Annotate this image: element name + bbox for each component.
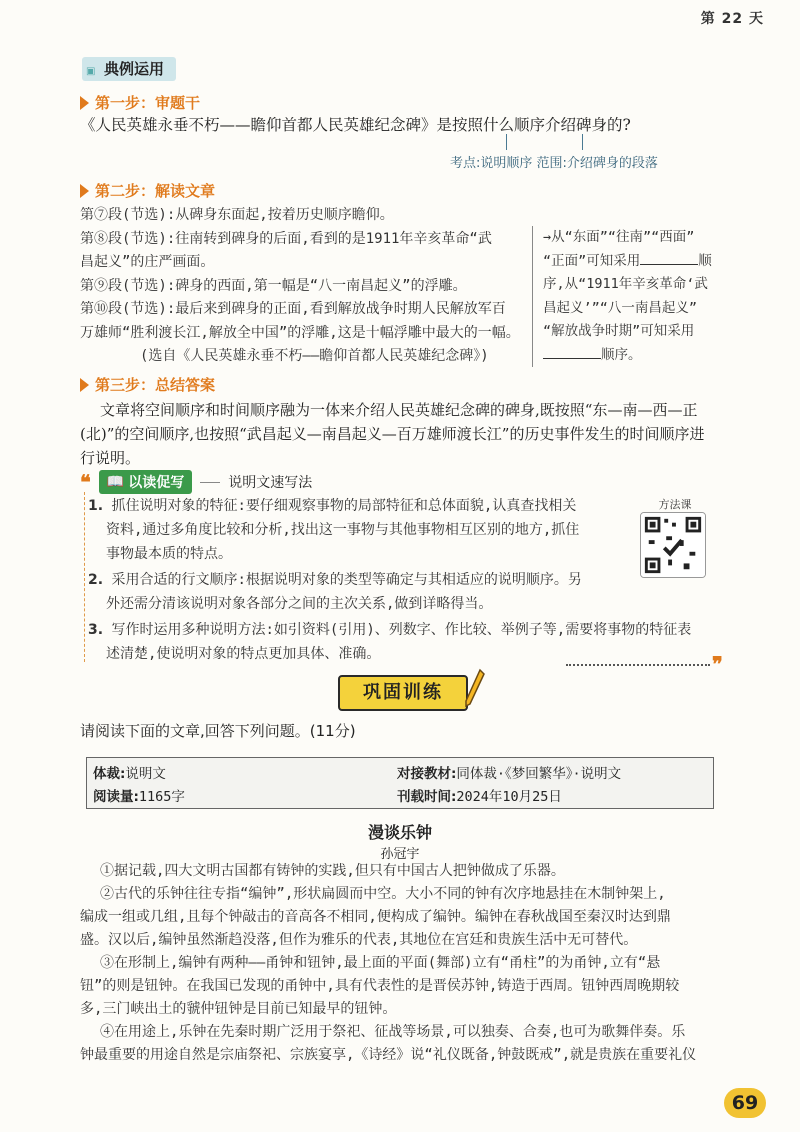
info-date: 刊载时间:2024年10月25日 <box>397 789 562 805</box>
article-author: 孙冠宇 <box>380 847 420 862</box>
excerpt-source: (选自《人民英雄永垂不朽——瞻仰首都人民英雄纪念碑》) <box>140 348 489 364</box>
article-body <box>80 860 730 1067</box>
page-number: 69 <box>724 1088 766 1118</box>
qr-label: 方法课 <box>658 498 692 511</box>
side-note-line: 顺序。 <box>543 344 732 368</box>
info-count: 阅读量:1165字 <box>93 789 185 805</box>
qr-panel[interactable] <box>640 496 710 582</box>
practice-banner: 巩固训练 <box>338 675 468 711</box>
excerpt-line: 第⑨段(节选):碑身的西面,第一幅是“八一南昌起义”的浮雕。 <box>80 277 467 294</box>
article-paragraph: 钮”的则是钮钟。在我国已发现的甬钟中,具有代表性的是晋侯苏钟,铸造于西周。钮钟西周晚期较 <box>80 978 680 994</box>
step-arrow-icon <box>80 96 89 110</box>
side-note-line: 昌起义’”“八一南昌起义” <box>543 299 698 316</box>
article-paragraph: ③在形制上,编钟有两种——甬钟和钮钟,最上面的平面(舞部)立有“甬柱”的为甬钟,立有“悬 <box>100 955 661 971</box>
excerpt-line: 昌起义”的庄严画面。 <box>80 254 215 270</box>
writing-item: 3. 写作时运用多种说明方法:如引资料(引用)、列数字、作比较、举例子等,需要将事物的特征表 述清楚,使说明对象的特点更加具体、准确。 <box>88 622 692 662</box>
divider <box>200 482 220 483</box>
book-icon: 📖 <box>106 474 125 490</box>
writing-badge: 📖 以读促写 <box>99 470 192 494</box>
hint-arrow-right <box>582 134 583 150</box>
answer-blank[interactable] <box>640 264 698 265</box>
info-textbook: 对接教材:同体裁·《梦回繁华》·说明文 <box>397 766 622 782</box>
section-tag <box>82 57 176 81</box>
pencil-icon <box>462 668 486 708</box>
step1-title: 第一步：审题干 <box>95 94 201 112</box>
day-label: 第 22 天 <box>700 11 764 27</box>
side-note-line: “正面”可知采用 顺 <box>543 252 712 269</box>
article-info-box <box>86 757 714 809</box>
step-arrow-icon <box>80 184 89 198</box>
info-genre: 体裁:说明文 <box>93 766 166 782</box>
writing-item: 1. 抓住说明对象的特征:要仔细观察事物的局部特征和总体面貌,认真查找相关 资料,通过多角度比较和分析,找出这一事物与其他事物相互区别的地方,抓住 事物最本质的特点。 <box>88 498 580 562</box>
article-paragraph: ②古代的乐钟往往专指“编钟”,形状扁圆而中空。大小不同的钟有次序地悬挂在木制钟架上, <box>100 886 666 902</box>
side-note-line: →从“东面”“往南”“西面” <box>543 229 695 245</box>
side-note-line: “解放战争时期”可知采用 <box>543 323 695 339</box>
step1-heading <box>80 92 200 113</box>
step2-heading <box>80 180 215 201</box>
step2-excerpt <box>80 204 520 369</box>
quote-mark-icon: ❝ <box>80 470 91 494</box>
step1-hint: 考点:说明顺序 范围:介绍碑身的段落 <box>450 156 658 171</box>
step3-heading <box>80 374 215 395</box>
article-paragraph: 盛。汉以后,编钟虽然渐趋没落,但作为雅乐的代表,其地位在宫廷和贵族生活中无可替代。 <box>80 932 638 948</box>
answer-line: (北)”的空间顺序,也按照“武昌起义—南昌起义—百万雄师渡长江”的历史事件发生的时间顺序进 <box>80 425 705 443</box>
article-paragraph: ④在用途上,乐钟在先秦时期广泛用于祭祀、征战等场景,可以独奏、合奏,也可为歌舞伴奏。乐 <box>100 1024 686 1040</box>
practice-instruction: 请阅读下面的文章,回答下列问题。(11分) <box>80 722 356 740</box>
excerpt-line: 第⑩段(节选):最后来到碑身的正面,看到解放战争时期人民解放军百 <box>80 301 506 317</box>
section-tag-icon: ▣ <box>86 66 96 77</box>
side-note-line: 序,从“1911年辛亥革命‘武 <box>543 276 708 292</box>
writing-heading <box>80 470 312 494</box>
article-paragraph: 多,三门峡出土的虢仲钮钟是目前已知最早的钮钟。 <box>80 1001 397 1017</box>
answer-line: 行说明。 <box>80 449 141 467</box>
quote-close-icon: ❞ <box>712 652 723 676</box>
article-paragraph: 钟最重要的用途自然是宗庙祭祀、宗族宴享,《诗经》说“礼仪既备,钟鼓既戒”,就是贵族在重要礼仪 <box>80 1047 697 1063</box>
excerpt-line: 第⑦段(节选):从碑身东面起,按着历史顺序瞻仰。 <box>80 207 394 223</box>
step3-title: 第三步：总结答案 <box>95 376 216 394</box>
answer-line: 文章将空间顺序和时间顺序融为一体来介绍人民英雄纪念碑的碑身,既按照“东—南—西—正 <box>100 401 698 419</box>
excerpt-line: 万雄师“胜利渡长江,解放全中国”的浮雕,这是十幅浮雕中最大的一幅。 <box>80 324 520 341</box>
step3-answer <box>80 398 704 470</box>
writing-item: 2. 采用合适的行文顺序:根据说明对象的类型等确定与其相适应的说明顺序。另 外还需分清该说明对象各部分之间的主次关系,做到详略得当。 <box>88 572 582 612</box>
step1-question: 《人民英雄永垂不朽——瞻仰首都人民英雄纪念碑》是按照什么顺序介绍碑身的? <box>80 116 631 134</box>
article-paragraph: ①据记载,四大文明古国都有铸钟的实践,但只有中国古人把钟做成了乐器。 <box>100 863 565 879</box>
article-title: 漫谈乐钟 <box>367 823 432 842</box>
article-paragraph: 编成一组或几组,且每个钟敲击的音高各不相同,便构成了编钟。编钟在春秋战国至秦汉时达到鼎 <box>80 909 671 925</box>
step2-title: 第二步：解读文章 <box>95 182 216 200</box>
hint-arrow-left <box>506 134 507 150</box>
step-arrow-icon <box>80 378 89 392</box>
step2-side-note <box>532 226 732 367</box>
answer-blank[interactable] <box>543 358 601 359</box>
qr-code-icon[interactable] <box>640 512 706 578</box>
excerpt-line: 第⑧段(节选):往南转到碑身的后面,看到的是1911年辛亥革命“武 <box>80 230 492 247</box>
section-title: 典例运用 <box>104 60 165 78</box>
dotted-divider <box>566 664 710 666</box>
writing-subtitle: 说明文速写法 <box>228 475 313 491</box>
